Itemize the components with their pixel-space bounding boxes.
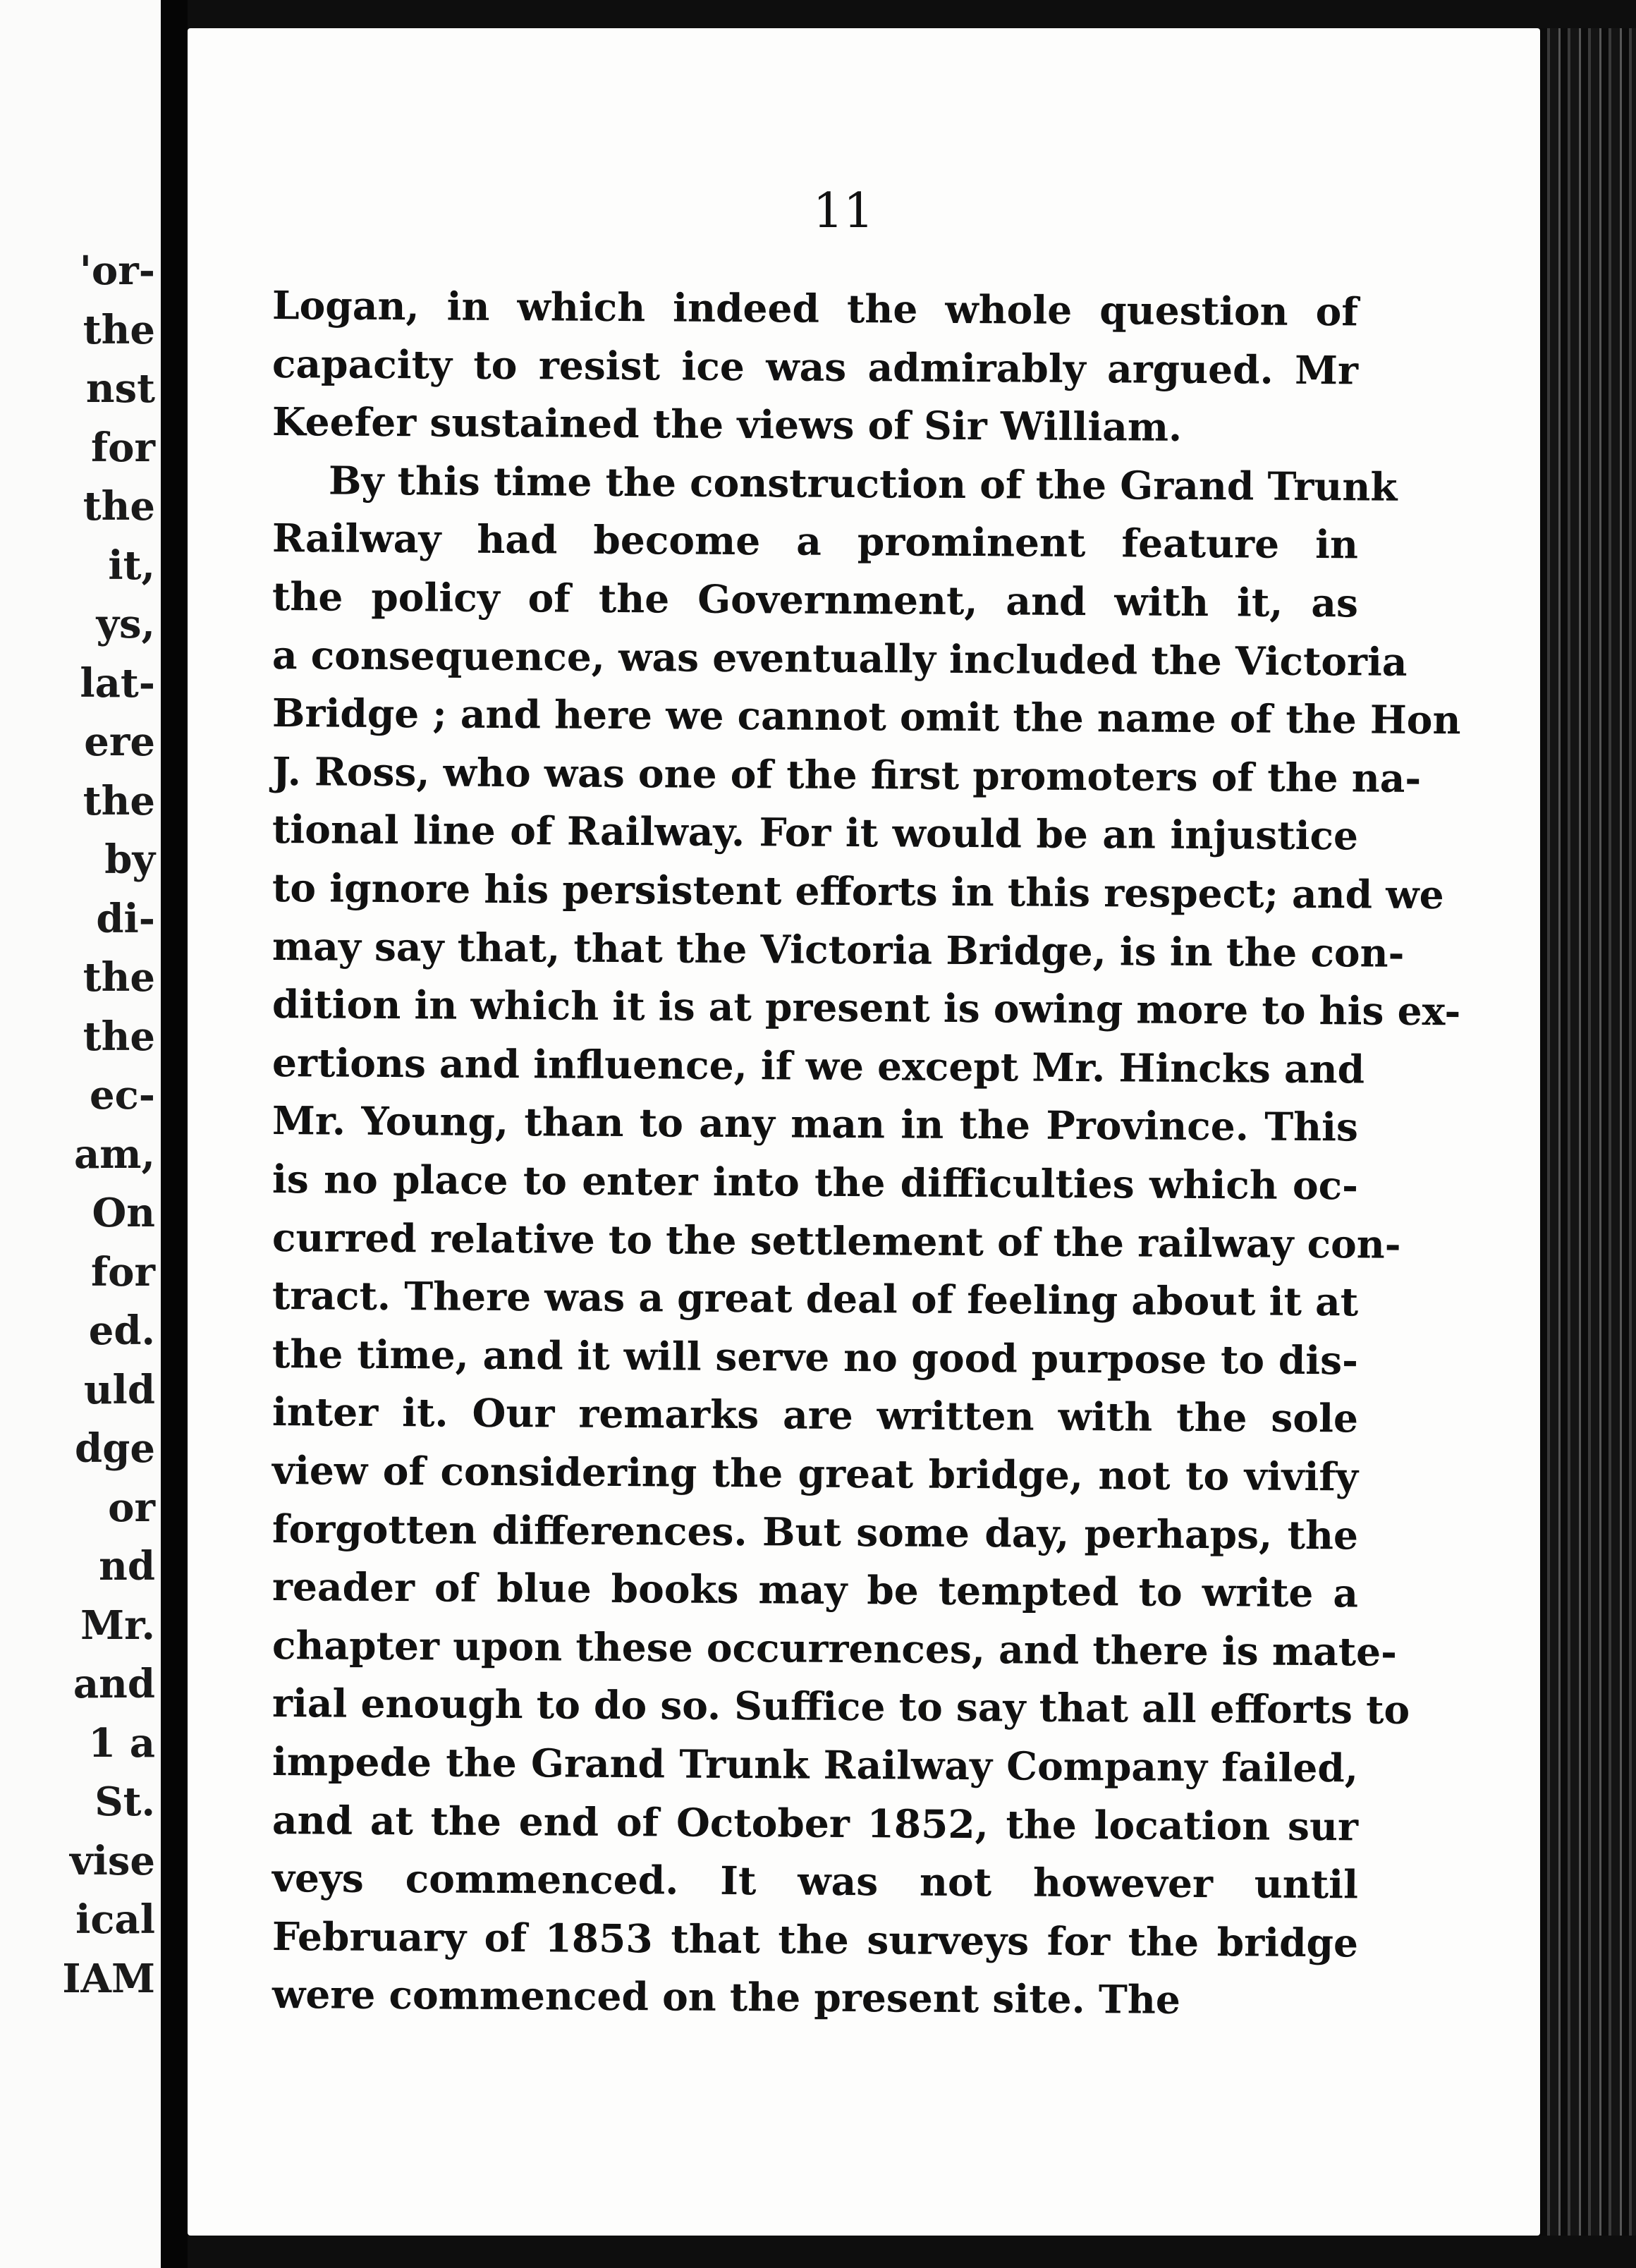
- text-line: reader of blue books may be tempted to write a: [271, 1563, 1359, 1616]
- left-page-word-fragment: for: [91, 1249, 155, 1295]
- text-line: is no place to enter into the difficulties which oc-: [271, 1156, 1359, 1209]
- left-page-word-fragment: IAM: [62, 1956, 155, 2002]
- left-page-word-fragment: and: [73, 1661, 155, 1707]
- left-page-word-fragment: am,: [73, 1131, 155, 1178]
- left-page-word-fragment: the: [83, 483, 155, 530]
- text-line: forgotten differences. But some day, perhaps, the: [271, 1506, 1359, 1559]
- text-line: ertions and influence, if we except Mr. Hincks and: [271, 1040, 1365, 1092]
- text-line: impede the Grand Trunk Railway Company failed,: [271, 1738, 1359, 1791]
- text-line: a consequence, was eventually included the Victoria: [271, 632, 1408, 685]
- text-line: tract. There was a great deal of feeling about it at: [271, 1272, 1359, 1325]
- text-line: view of considering the great bridge, not to vivify: [271, 1447, 1359, 1500]
- left-page-word-fragment: ed.: [88, 1307, 155, 1354]
- left-page-word-fragment: St.: [94, 1779, 155, 1825]
- text-line: J. Ross, who was one of the first promoters of the na-: [271, 748, 1422, 801]
- left-page-word-fragment: Mr.: [80, 1602, 155, 1649]
- text-line: Bridge ; and here we cannot omit the name of the Hon: [271, 690, 1461, 743]
- text-line: were commenced on the present site. The: [271, 1971, 1181, 2023]
- text-line: veys commenced. It was not however until: [271, 1855, 1359, 1908]
- left-page-word-fragment: dge: [75, 1425, 155, 1472]
- left-page-word-fragment: ec-: [90, 1072, 155, 1118]
- left-page-word-fragment: 1 a: [88, 1720, 155, 1767]
- left-page-word-fragment: nd: [99, 1543, 155, 1590]
- left-page-word-fragment: for: [91, 425, 155, 471]
- left-page-word-fragment: On: [92, 1190, 155, 1236]
- text-line: to ignore his persistent efforts in this respect; and we: [271, 865, 1444, 918]
- left-page-word-fragment: vise: [70, 1838, 155, 1884]
- left-page-word-fragment: by: [104, 836, 155, 883]
- left-page-word-fragment: the: [83, 307, 155, 353]
- left-page-word-fragment: 'or-: [79, 248, 155, 294]
- left-page-word-fragment: the: [83, 1013, 155, 1060]
- text-line: Keefer sustained the views of Sir William.: [271, 398, 1183, 450]
- text-line: rial enough to do so. Suffice to say that all efforts to: [271, 1680, 1410, 1733]
- text-line: Mr. Young, than to any man in the Province. This: [271, 1097, 1359, 1150]
- text-line: may say that, that the Victoria Bridge, is in the con-: [271, 923, 1405, 976]
- book-gutter: [161, 0, 188, 2268]
- text-line: inter it. Our remarks are written with the sole: [271, 1389, 1359, 1441]
- left-page-word-fragment: uld: [83, 1367, 155, 1413]
- page-number: 11: [812, 183, 874, 239]
- text-line: the policy of the Government, and with it, as: [271, 573, 1359, 626]
- previous-page-fragment: [0, 0, 165, 2268]
- left-page-word-fragment: nst: [85, 365, 155, 412]
- left-page-word-fragment: the: [83, 778, 155, 824]
- text-line: and at the end of October 1852, the location sur: [271, 1797, 1359, 1850]
- left-page-word-fragment: ys,: [96, 601, 155, 647]
- text-line: curred relative to the settlement of the railway con-: [271, 1214, 1401, 1267]
- text-line: Logan, in which indeed the whole question of: [271, 282, 1359, 335]
- left-page-word-fragment: ical: [75, 1896, 155, 1943]
- left-page-word-fragment: it,: [108, 542, 155, 589]
- text-line: the time, and it will serve no good purpose to dis-: [271, 1331, 1359, 1384]
- text-line: February of 1853 that the surveys for the bridge: [271, 1913, 1359, 1966]
- text-line: By this time the construction of the Grand Trunk: [328, 457, 1398, 510]
- left-page-word-fragment: di-: [96, 896, 155, 942]
- left-page-word-fragment: ere: [84, 719, 155, 765]
- text-line: chapter upon these occurrences, and there is mate-: [271, 1622, 1398, 1675]
- text-line: dition in which it is at present is owing more to his ex-: [271, 981, 1461, 1035]
- page-edges: [1540, 28, 1636, 2236]
- left-page-word-fragment: or: [108, 1484, 155, 1531]
- text-line: tional line of Railway. For it would be an injustice: [271, 806, 1359, 859]
- left-page-word-fragment: lat-: [80, 660, 155, 707]
- text-line: capacity to resist ice was admirably argued. Mr: [271, 341, 1359, 394]
- text-line: Railway had become a prominent feature in: [271, 515, 1359, 568]
- left-page-word-fragment: the: [83, 954, 155, 1001]
